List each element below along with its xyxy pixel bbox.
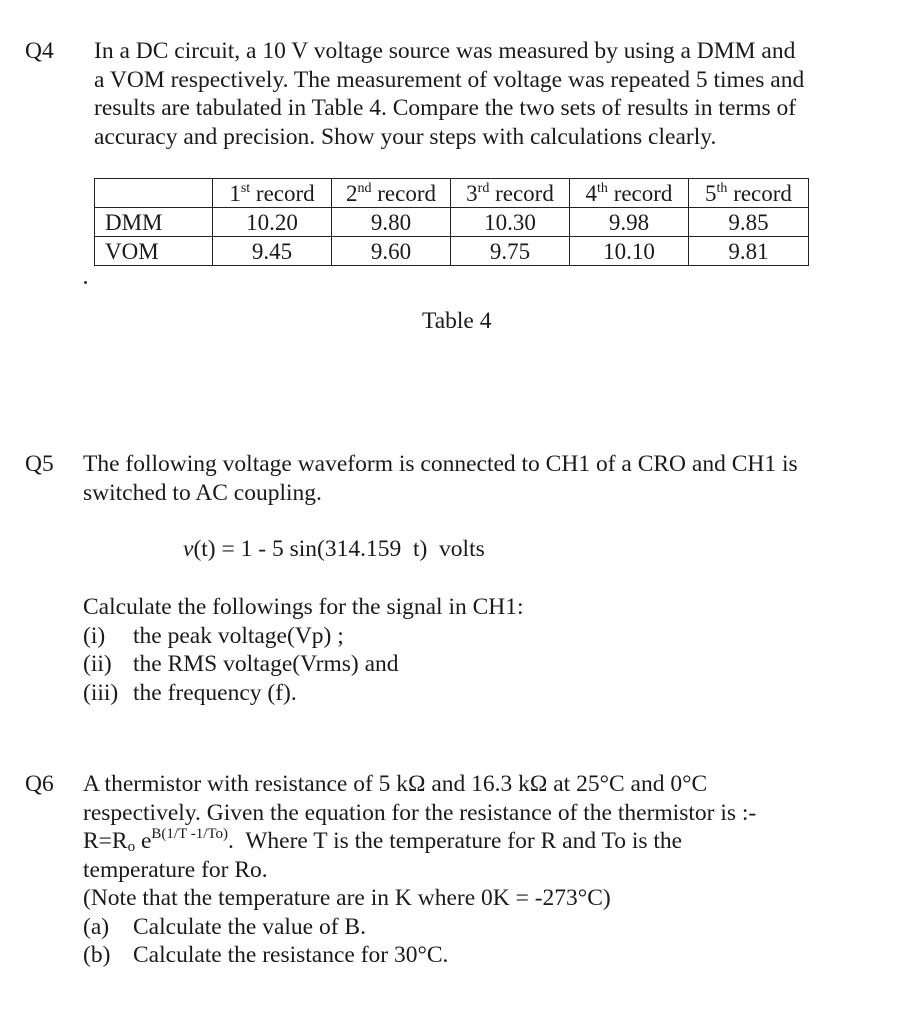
item-marker: (i) (83, 622, 106, 649)
text-line: switched to AC coupling. (83, 479, 322, 506)
item-text: the RMS voltage(Vrms) and (133, 651, 399, 677)
text-line: The following voltage waveform is connected to CH1 of a CRO and CH1 is (83, 451, 798, 477)
question-number: Q5 (25, 451, 54, 477)
text-line: respectively. Given the equation for the resistance of the thermistor is :- (83, 799, 757, 826)
column-header: 5th record (689, 179, 809, 208)
question-number: Q6 (25, 771, 54, 797)
list-item (83, 650, 524, 679)
item-text: the frequency (f). (133, 679, 297, 706)
item-text: the peak voltage(Vp) ; (133, 622, 344, 649)
column-header: 1st record (213, 179, 332, 208)
table-cell: 10.10 (570, 237, 689, 266)
table-caption: Table 4 (422, 308, 492, 334)
column-header: 4th record (570, 179, 689, 208)
item-marker: (ii) (83, 651, 112, 677)
stray-dot (84, 281, 87, 284)
table-cell: 9.98 (570, 208, 689, 237)
question-text (83, 770, 756, 970)
item-marker: (a) (83, 913, 110, 940)
voltage-equation: v(t) = 1 - 5 sin(314.159 t) volts (183, 536, 485, 562)
item-marker: (b) (83, 942, 111, 968)
list-item (83, 679, 524, 708)
calc-intro: Calculate the followings for the signal in CH1: (83, 594, 524, 620)
text-line: results are tabulated in Table 4. Compare the two sets of results in terms of (94, 95, 797, 121)
question-number: Q4 (25, 38, 54, 64)
text-line: A thermistor with resistance of 5 kΩ and 16.3 kΩ at 25°C and 0°C (83, 771, 708, 797)
text-line: (Note that the temperature are in K where 0K = -273°C) (83, 885, 611, 911)
table-row (95, 237, 809, 266)
text-line: accuracy and precision. Show your steps with calculations clearly. (94, 123, 717, 150)
table-cell: 9.75 (451, 237, 570, 266)
table-cell: 9.85 (689, 208, 809, 237)
question-text (94, 37, 804, 151)
table-cell: 9.45 (213, 237, 332, 266)
row-header: VOM (95, 237, 213, 266)
table-header-row (95, 179, 809, 208)
list-item (83, 913, 756, 942)
table-cell: 9.60 (332, 237, 451, 266)
list-item (83, 941, 756, 970)
question-text (83, 450, 798, 507)
table-cell: 10.20 (213, 208, 332, 237)
list-item (83, 622, 524, 651)
table-cell: 9.81 (689, 237, 809, 266)
results-table (94, 178, 809, 266)
table-cell: 9.80 (332, 208, 451, 237)
item-text: Calculate the resistance for 30°C. (133, 942, 449, 968)
table-row (95, 208, 809, 237)
table-cell: 10.30 (451, 208, 570, 237)
text-line: temperature for Ro. (83, 856, 268, 883)
column-header: 3rd record (451, 179, 570, 208)
row-header: DMM (95, 208, 213, 237)
table-corner-cell (95, 179, 213, 208)
item-text: Calculate the value of B. (133, 913, 366, 940)
text-line: a VOM respectively. The measurement of voltage was repeated 5 times and (94, 66, 805, 93)
column-header: 2nd record (332, 179, 451, 208)
text-line: In a DC circuit, a 10 V voltage source was measured by using a DMM and (94, 38, 796, 64)
calculation-list (83, 593, 524, 707)
item-marker: (iii) (83, 679, 119, 706)
thermistor-formula: $R=R_o$ $e^{B(1/T -1/To)}$. Where T is the temperature for R and To is the (83, 826, 683, 855)
